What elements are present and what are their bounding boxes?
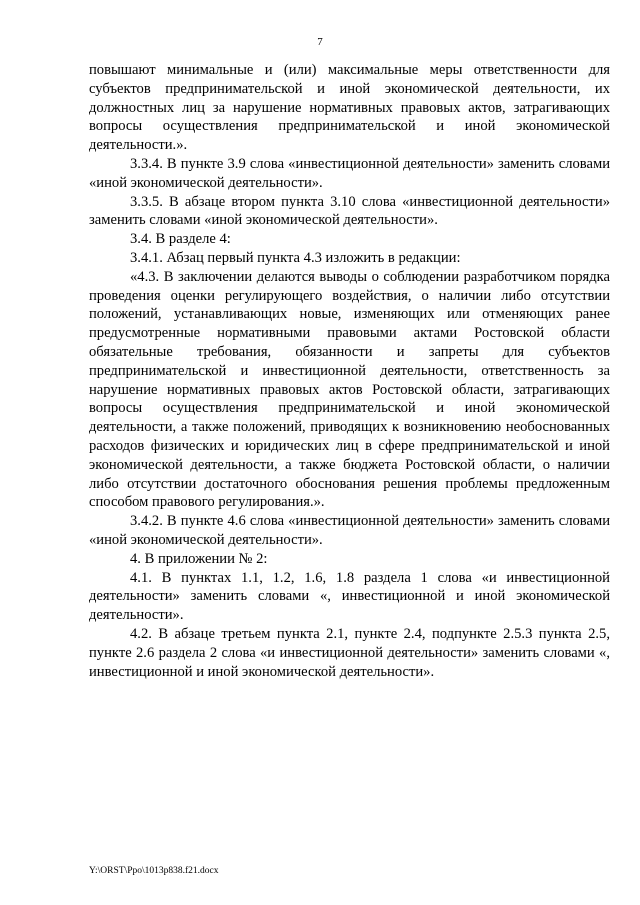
paragraph-3-4: 3.4. В разделе 4: <box>130 231 231 248</box>
paragraph-3-4-1: 3.4.1. Абзац первый пункта 4.3 изложить в редакции: <box>130 249 461 266</box>
page-number: 7 <box>317 36 323 48</box>
paragraph-3-3-4: 3.3.4. В пункте 3.9 слова «инвестиционной деятельности» заменить словами «иной экономической деятельности». <box>89 155 610 191</box>
footer-file-path: Y:\ORST\Ppo\1013p838.f21.docx <box>89 866 219 876</box>
paragraph-3-3-5: 3.3.5. В абзаце втором пункта 3.10 слова «инвестиционной деятельности» заменить словами «иной экономической деятельности». <box>89 193 610 229</box>
document-body <box>89 61 610 681</box>
paragraph-3-4-2: 3.4.2. В пункте 4.6 слова «инвестиционной деятельности» заменить словами «иной экономической деятельности». <box>89 513 610 548</box>
paragraph-4-2: 4.2. В абзаце третьем пункта 2.1, пункте 2.4, подпункте 2.5.3 пункта 2.5, пункте 2.6 раздела 2 слова «и инвестиционной деятельности» заменить словами «, инвестиционной и иной экономической деятельности». <box>89 625 610 680</box>
paragraph-4-1: 4.1. В пунктах 1.1, 1.2, 1.6, 1.8 раздела 1 слова «и инвестиционной деятельности» заменить словами «, инвестиционной и иной экономической деятельности». <box>89 569 610 624</box>
paragraph-4-3-quote: «4.3. В заключении делаются выводы о соблюдении разработчиком порядка проведения оценки регулирующего воздействия, о наличии либо отсутствии положений, устанавливающих новые, изменяющих или отменяющих ранее предусмотренные нормативными правовыми актами Ростовской области обязательные требования, обязанности и запреты для субъектов предпринимательской и инвестиционной деятельности, ответственность за нарушение нормативных правовых актов Ростовской области, затрагивающих вопросы осуществления предпринимательской и иной экономической деятельности, а также положений, приводящих к возникновению необоснованных расходов физических и юридических лиц в сфере предпринимательской и иной экономической деятельности, а также бюджета Ростовской области, о наличии либо отсутствии достаточного обоснования решения проблемы предложенным способом правового регулирования.». <box>89 268 610 511</box>
paragraph-continuation: повышают минимальные и (или) максимальные меры ответственности для субъектов предпринимательской и иной экономической деятельности, их должностных лиц за нарушение нормативных правовых актов, затрагивающих вопросы осуществления предпринимательской и иной экономической деятельности.». <box>89 62 610 154</box>
paragraph-4: 4. В приложении № 2: <box>130 550 268 567</box>
